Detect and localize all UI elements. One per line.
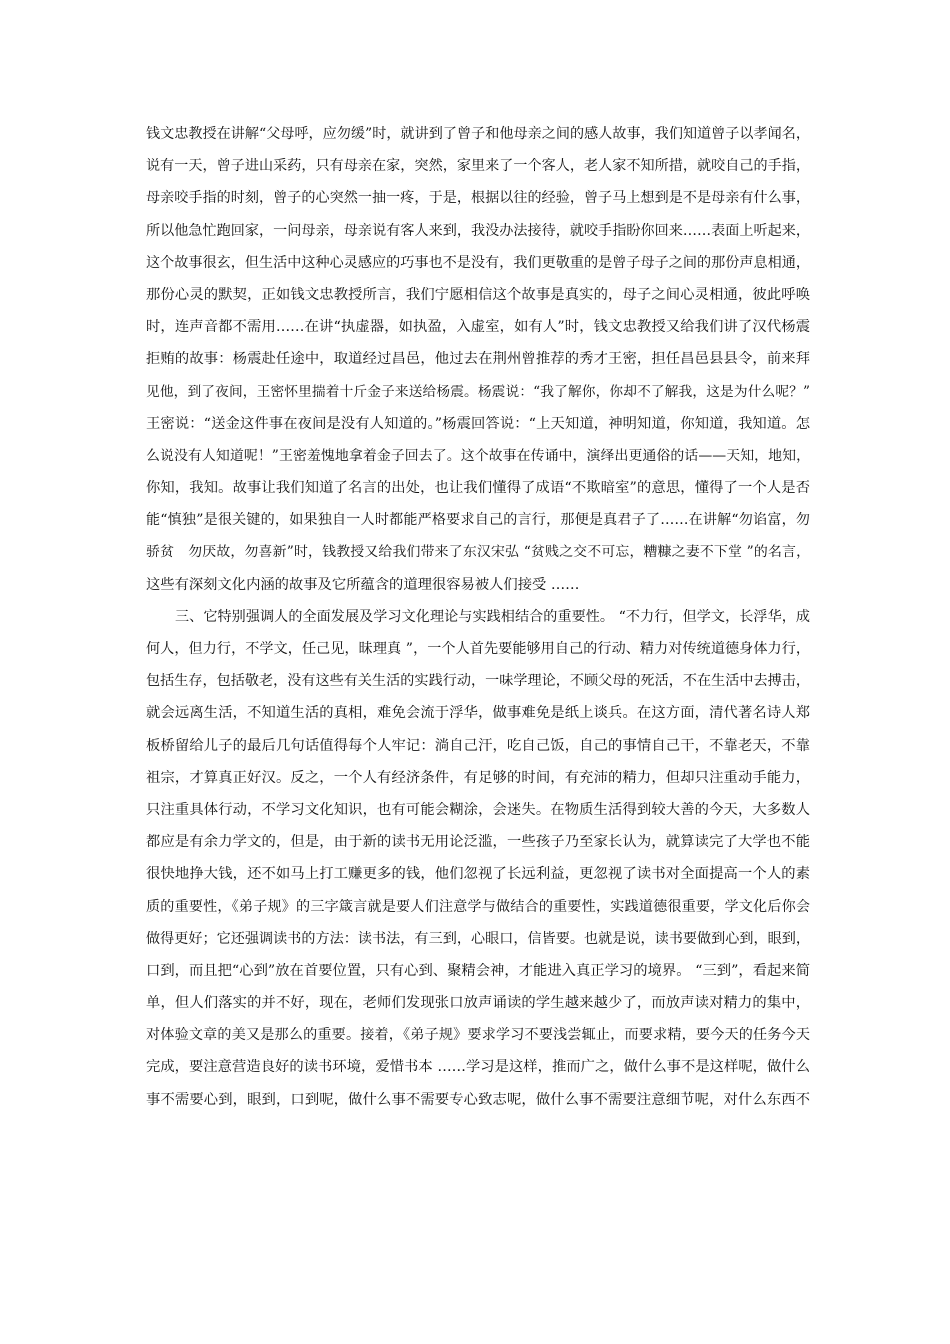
text-line: 说有一天，曾子进山采药，只有母亲在家，突然，家里来了一个客人，老人家不知所措，就咬自己的手指，	[146, 158, 810, 175]
text-line: 很快地挣大钱，还不如马上打工赚更多的钱，他们忽视了长远利益，更忽视了读书对全面提高一个人的素	[146, 866, 810, 883]
text-line: 做得更好；它还强调读书的方法：读书法，有三到，心眼口，信皆要。也就是说，读书要做到心到，眼到，	[146, 930, 810, 947]
text-line: 你知，我知。故事让我们知道了名言的出处，也让我们懂得了成语“不欺暗室”的意思，懂得了一个人是否	[146, 480, 810, 497]
text-line: 只注重具体行动，不学习文化知识，也有可能会糊涂，会迷失。在物质生活得到较大善的今天，大多数人	[146, 801, 810, 818]
text-line: 钱文忠教授在讲解“父母呼，应勿缓”时，就讲到了曾子和他母亲之间的感人故事，我们知道曾子以孝闻名，	[146, 126, 810, 142]
paragraph-2	[146, 601, 810, 1116]
text-line: 口到，而且把“心到”放在首要位置，只有心到、聚精会神，才能进入真正学习的境界。 “三到”，看起来简	[146, 962, 810, 979]
text-line: 所以他急忙跑回家，一问母亲，母亲说有客人来到，我没办法接待，就咬手指盼你回来……表面上听起来，	[146, 222, 810, 239]
text-line: 见他，到了夜间，王密怀里揣着十斤金子来送给杨震。杨震说：“我了解你，你却不了解我，这是为什么呢？”	[146, 383, 810, 400]
text-line: 骄贫 勿厌故，勿喜新”时，钱教授又给我们带来了东汉宋弘 “贫贱之交不可忘，糟糠之妻不下堂 ”的名言，	[146, 544, 810, 561]
text-line: 这些有深刻文化内涵的故事及它所蕴含的道理很容易被人们接受 ……	[146, 576, 580, 593]
text-line: 么说没有人知道呢！”王密羞愧地拿着金子回去了。这个故事在传诵中，演绎出更通俗的话——天知，地知，	[146, 447, 810, 464]
text-line: 拒贿的故事：杨震赴任途中，取道经过昌邑，他过去在荆州曾推荐的秀才王密，担任昌邑县县令，前来拜	[146, 351, 810, 368]
paragraph-1	[146, 118, 810, 601]
text-line: 能“慎独”是很关键的，如果独自一人时都能严格要求自己的言行，那便是真君子了……在讲解“勿谄富，勿	[146, 512, 810, 529]
text-line: 就会远离生活，不知道生活的真相，难免会流于浮华，做事难免是纸上谈兵。在这方面，清代著名诗人郑	[146, 705, 810, 722]
text-line: 时，连声音都不需用……在讲“执虚器，如执盈，入虚室，如有人”时，钱文忠教授又给我们讲了汉代杨震	[146, 319, 810, 336]
text-line: 事不需要心到，眼到，口到呢，做什么事不需要专心致志呢，做什么事不需要注意细节呢，对什么东西不	[146, 1091, 810, 1108]
text-line: 包括生存，包括敬老，没有这些有关生活的实践行动，一味学理论，不顾父母的死活，不在生活中去搏击，	[146, 673, 810, 690]
body-text	[146, 118, 810, 1116]
text-line: 质的重要性，《弟子规》的三字箴言就是要人们注意学与做结合的重要性，实践道德很重要，学文化后你会	[146, 898, 810, 915]
text-line: 那份心灵的默契，正如钱文忠教授所言，我们宁愿相信这个故事是真实的，母子之间心灵相通，彼此呼唤	[146, 286, 810, 303]
text-line: 对体验文章的美又是那么的重要。接着，《弟子规》要求学习不要浅尝辄止，而要求精，要今天的任务今天	[146, 1027, 810, 1044]
text-line: 都应是有余力学文的，但是，由于新的读书无用论泛滥，一些孩子乃至家长认为，就算读完了大学也不能	[146, 834, 810, 851]
text-line: 三、它特别强调人的全面发展及学习文化理论与实践相结合的重要性。 “不力行，但学文，长浮华，成	[175, 608, 810, 625]
text-line: 祖宗，才算真正好汉。反之，一个人有经济条件，有足够的时间，有充沛的精力，但却只注重动手能力，	[146, 769, 810, 786]
text-line: 母亲咬手指的时刻，曾子的心突然一抽一疼，于是，根据以往的经验，曾子马上想到是不是母亲有什么事，	[146, 190, 810, 207]
text-line: 板桥留给儿子的最后几句话值得每个人牢记：淌自己汗，吃自己饭，自己的事情自己干，不靠老天，不靠	[146, 737, 810, 754]
text-line: 何人，但力行，不学文，任己见，昧理真 ”，一个人首先要能够用自己的行动、精力对传统道德身体力行，	[146, 641, 810, 657]
text-line: 完成，要注意营造良好的读书环境，爱惜书本 ……学习是这样，推而广之，做什么事不是这样呢，做什么	[146, 1059, 810, 1076]
text-line: 单，但人们落实的并不好，现在，老师们发现张口放声诵读的学生越来越少了，而放声读对精力的集中，	[146, 995, 810, 1012]
text-line: 这个故事很玄，但生活中这种心灵感应的巧事也不是没有，我们更敬重的是曾子母子之间的那份声息相通，	[146, 254, 810, 271]
text-line: 王密说：“送金这件事在夜间是没有人知道的。”杨震回答说：“上天知道，神明知道，你知道，我知道。怎	[146, 415, 810, 432]
